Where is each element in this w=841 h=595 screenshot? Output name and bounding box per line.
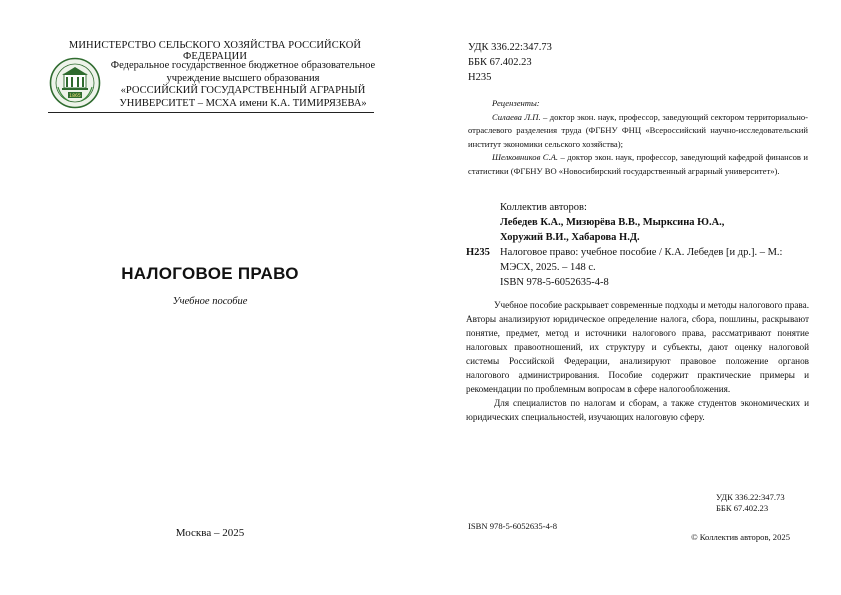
reviewers-section: [468, 97, 808, 179]
udc-code: УДК 336.22:347.73: [716, 492, 785, 502]
reviewer-text: – доктор экон. наук, профессор, заведующий сектором территориально-отраслевого разделения труда (ФГБНУ ФНЦ «Всероссийский научно-исследовательский институт экономики сельского хозяйства);: [468, 111, 808, 149]
institution-name: [110, 60, 376, 110]
authors-list: Лебедев К.А., Мизюрёва В.В., Мырксина Ю.А.,: [500, 217, 725, 228]
authors-list: Хоружий В.И., Хабарова Н.Д.: [500, 232, 640, 243]
annotation-paragraph: Для специалистов по налогам и сборам, а также студентов экономических и юридических специальностей, изучающих налоговую сферу.: [466, 398, 809, 422]
reviewer-name: Силаева Л.П.: [492, 111, 541, 122]
authors-intro: Коллектив авторов:: [500, 202, 587, 213]
university-logo: [49, 57, 101, 109]
svg-text:1865: 1865: [69, 94, 81, 99]
udc-code: УДК 336.22:347.73: [468, 42, 552, 53]
bbk-code: ББК 67.402.23: [716, 503, 769, 513]
copyright: © Коллектив авторов, 2025: [691, 532, 790, 542]
book-subtitle: Учебное пособие: [172, 296, 248, 307]
annotation-paragraph: Учебное пособие раскрывает современные подходы и методы налогового права. Авторы анализируют юридическое определение налога, сбора, пошлины, раскрывают понятие, предмет, метод и источники налогового права, рассматривают понятие налоговых правоотношений, их структуру и субъекты, дают оценку налоговой системы Российской Федерации, анализируют правовое положение органов налогового администрирования. Пособие содержит практические примеры и рекомендации по проблемным вопросам в сфере налогообложения.: [466, 300, 809, 394]
bbk-code: ББК 67.402.23: [468, 57, 532, 68]
institution-line: «РОССИЙСКИЙ ГОСУДАРСТВЕННЫЙ АГРАРНЫЙ: [120, 85, 366, 96]
university-logo-icon: [49, 57, 101, 109]
bib-isbn: ISBN 978-5-6052635-4-8: [500, 277, 609, 288]
book-title: НАЛОГОВОЕ ПРАВО: [121, 264, 299, 283]
imprint-page: [420, 0, 841, 595]
ministry-header: МИНИСТЕРСТВО СЕЛЬСКОГО ХОЗЯЙСТВА РОССИЙСКОЙ ФЕДЕРАЦИИ: [68, 40, 362, 62]
city-year: Москва – 2025: [175, 527, 245, 539]
annotation: [466, 298, 809, 424]
author-mark-label: Н235: [466, 247, 490, 258]
reviewer-text: – доктор экон. наук, профессор, заведующий кафедрой финансов и статистики (ФГБНУ ВО «Новосибирский государственный аграрный университет»).: [468, 152, 808, 176]
reviewer-entry: [468, 111, 808, 152]
institution-line: Федеральное государственное бюджетное образовательное: [110, 60, 376, 71]
bib-description: Налоговое право: учебное пособие / К.А. Лебедев [и др.]. – М.:: [500, 247, 783, 258]
title-page: [0, 0, 420, 595]
institution-line: учреждение высшего образования: [166, 72, 320, 84]
reviewers-heading: Рецензенты:: [492, 98, 540, 108]
classification-codes: [468, 40, 552, 85]
institution-line: УНИВЕРСИТЕТ – МСХА имени К.А. ТИМИРЯЗЕВА»: [119, 97, 367, 109]
reviewer-entry: [468, 151, 808, 178]
author-mark: Н235: [468, 72, 492, 83]
bottom-classification-codes: [716, 492, 785, 514]
bibliographic-record: [466, 200, 811, 290]
reviewer-name: Шелковников С.А.: [492, 152, 559, 163]
header-divider: [48, 112, 374, 113]
bib-description: МЭСХ, 2025. – 148 с.: [500, 262, 596, 273]
isbn: ISBN 978-5-6052635-4-8: [468, 521, 558, 531]
